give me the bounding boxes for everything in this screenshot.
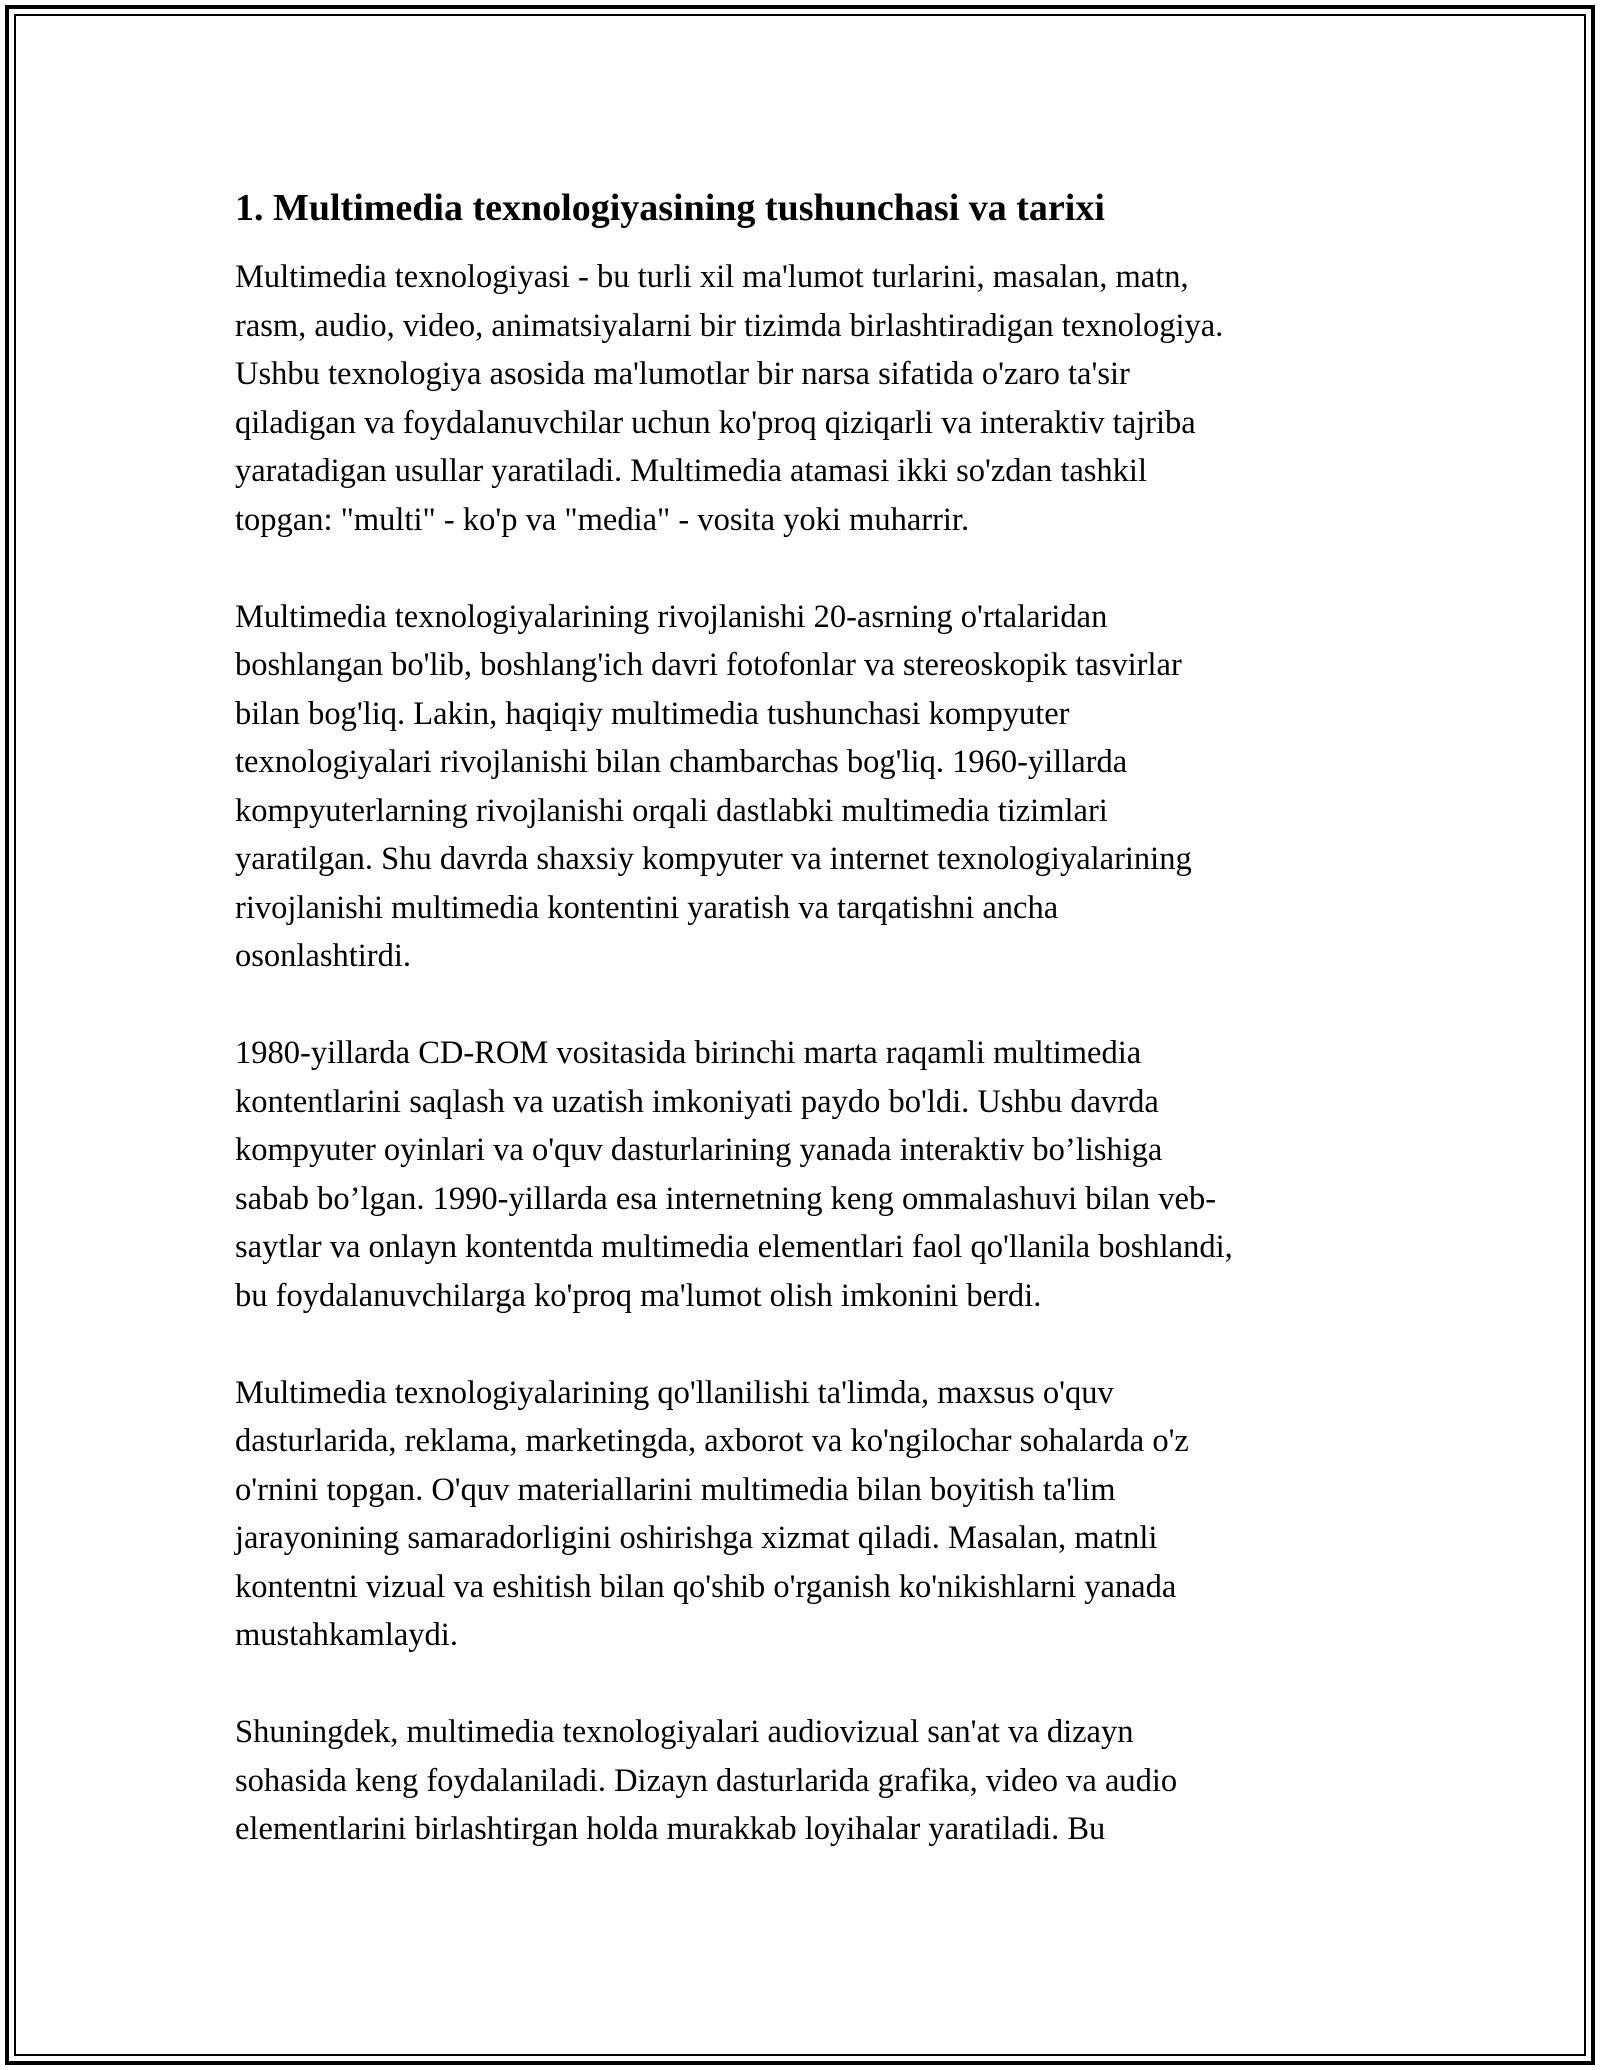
- text-line: bilan bog'liq. Lakin, haqiqiy multimedia tushunchasi kompyuter: [235, 695, 1070, 732]
- text-line: texnologiyalari rivojlanishi bilan chambarchas bog'liq. 1960-yillarda: [235, 744, 1128, 780]
- text-line: rivojlanishi multimedia kontentini yaratish va tarqatishni ancha: [235, 889, 1059, 926]
- text-line: kontentni vizual va eshitish bilan qo'shib o'rganish ko'nikishlarni yanada: [235, 1568, 1177, 1605]
- section-heading: 1. Multimedia texnologiyasining tushunchasi va tarixi: [235, 187, 1105, 229]
- text-line: bu foydalanuvchilarga ko'proq ma'lumot olish imkonini berdi.: [235, 1277, 1042, 1314]
- text-line: sohasida keng foydalaniladi. Dizayn dasturlarida grafika, video va audio: [235, 1762, 1178, 1799]
- text-line: kompyuter oyinlari va o'quv dasturlarining yanada interaktiv bo’lishiga: [235, 1132, 1163, 1168]
- text-line: saytlar va onlayn kontentda multimedia elementlari faol qo'llanila boshlandi,: [235, 1229, 1233, 1265]
- paragraph-design: [235, 1708, 1375, 1854]
- paragraph-applications: [235, 1369, 1375, 1660]
- text-line: kompyuterlarning rivojlanishi orqali dastlabki multimedia tizimlari: [235, 792, 1108, 829]
- text-line: kontentlarini saqlash va uzatish imkoniyati paydo bo'ldi. Ushbu davrda: [235, 1083, 1159, 1120]
- text-line: sabab bo’lgan. 1990-yillarda esa internetning keng ommalashuvi bilan veb-: [235, 1180, 1217, 1217]
- paragraph-definition: [235, 253, 1375, 544]
- document-body: [235, 183, 1375, 1902]
- text-line: Multimedia texnologiyalarining qo'llanilishi ta'limda, maxsus o'quv: [235, 1374, 1114, 1411]
- text-line: qiladigan va foydalanuvchilar uchun ko'proq qiziqarli va interaktiv tajriba: [235, 404, 1196, 441]
- text-line: Multimedia texnologiyasi - bu turli xil ma'lumot turlarini, masalan, matn,: [235, 259, 1189, 295]
- text-line: topgan: "multi" - ko'p va "media" - vosita yoki muharrir.: [235, 501, 970, 538]
- text-line: rasm, audio, video, animatsiyalarni bir tizimda birlashtiradigan texnologiya.: [235, 307, 1224, 344]
- text-line: o'rnini topgan. O'quv materiallarini multimedia bilan boyitish ta'lim: [235, 1471, 1116, 1508]
- text-line: mustahkamlaydi.: [235, 1617, 458, 1653]
- text-line: yaratadigan usullar yaratiladi. Multimedia atamasi ikki so'zdan tashkil: [235, 453, 1147, 489]
- text-line: Shuningdek, multimedia texnologiyalari audiovizual san'at va dizayn: [235, 1714, 1134, 1750]
- paragraph-history: [235, 593, 1375, 981]
- text-line: dasturlarida, reklama, marketingda, axborot va ko'ngilochar sohalarda o'z: [235, 1423, 1189, 1459]
- text-line: Ushbu texnologiya asosida ma'lumotlar bir narsa sifatida o'zaro ta'sir: [235, 356, 1130, 392]
- text-line: elementlarini birlashtirgan holda murakkab loyihalar yaratiladi. Bu: [235, 1811, 1106, 1847]
- paragraph-cdrom-era: [235, 1029, 1375, 1320]
- text-line: 1980-yillarda CD-ROM vositasida birinchi marta raqamli multimedia: [235, 1035, 1142, 1071]
- text-line: Multimedia texnologiyalarining rivojlanishi 20-asrning o'rtalaridan: [235, 598, 1108, 635]
- text-line: boshlangan bo'lib, boshlang'ich davri fotofonlar va stereoskopik tasvirlar: [235, 647, 1182, 683]
- text-line: yaratilgan. Shu davrda shaxsiy kompyuter va internet texnologiyalarining: [235, 841, 1192, 877]
- text-line: jarayonining samaradorligini oshirishga xizmat qiladi. Masalan, matnli: [235, 1520, 1158, 1556]
- text-line: osonlashtirdi.: [235, 938, 412, 974]
